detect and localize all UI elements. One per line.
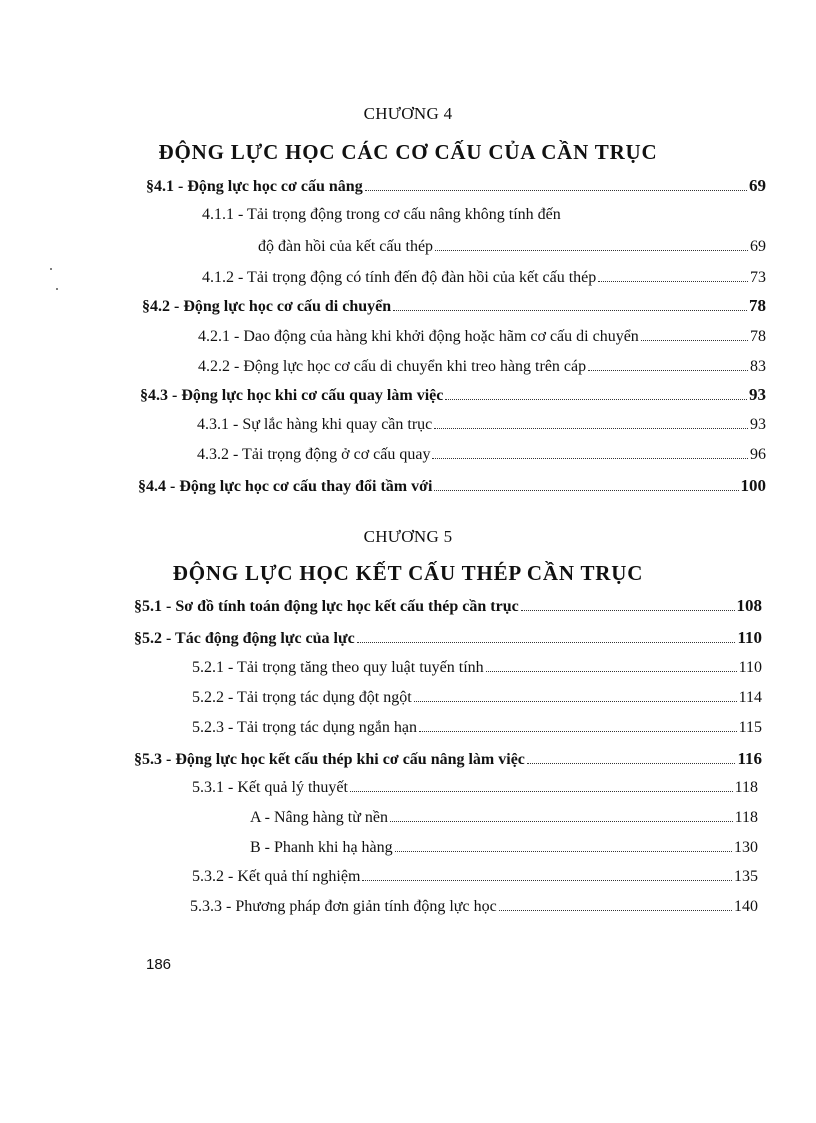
toc-entry-text: §4.4 - Động lực học cơ cấu thay đổi tầm với bbox=[138, 478, 433, 495]
toc-entry-page: 118 bbox=[734, 809, 758, 826]
toc-entry-page: 78 bbox=[750, 328, 766, 345]
toc-entry-page: 140 bbox=[734, 898, 758, 915]
dot-leader bbox=[365, 190, 747, 191]
chapter-4-title: ĐỘNG LỰC HỌC CÁC CƠ CẤU CỦA CẦN TRỤC bbox=[158, 140, 658, 164]
chapter-5-label: CHƯƠNG 5 bbox=[363, 527, 453, 546]
toc-entry-text: §5.3 - Động lực học kết cấu thép khi cơ cấu nâng làm việc bbox=[134, 751, 525, 768]
chapter-5-title: ĐỘNG LỰC HỌC KẾT CẤU THÉP CẦN TRỤC bbox=[172, 561, 644, 585]
dot-leader bbox=[527, 763, 736, 764]
dot-leader bbox=[445, 399, 747, 400]
toc-entry-4-2-1[interactable] bbox=[198, 328, 766, 346]
toc-entry-4-4[interactable] bbox=[138, 476, 766, 496]
page-number: 186 bbox=[146, 956, 172, 973]
toc-entry-4-2-2[interactable] bbox=[198, 358, 766, 376]
toc-entry-page: 130 bbox=[734, 839, 758, 856]
toc-entry-text: 5.2.3 - Tải trọng tác dụng ngắn hạn bbox=[192, 719, 417, 736]
toc-entry-page: 83 bbox=[750, 358, 766, 375]
dot-leader bbox=[434, 490, 738, 491]
toc-entry-5-2-3[interactable] bbox=[192, 719, 762, 737]
toc-entry-4-3[interactable] bbox=[140, 385, 766, 405]
toc-entry-text: 5.3.3 - Phương pháp đơn giản tính động lực học bbox=[190, 898, 497, 915]
toc-entry-page: 93 bbox=[750, 416, 766, 433]
toc-entry-5-3[interactable] bbox=[134, 749, 762, 769]
scan-speck bbox=[50, 268, 52, 270]
dot-leader bbox=[357, 642, 736, 643]
toc-entry-4-3-2[interactable] bbox=[197, 446, 766, 464]
toc-entry-5-3-1-b[interactable] bbox=[250, 839, 758, 857]
dot-leader bbox=[393, 310, 747, 311]
dot-leader bbox=[435, 250, 748, 251]
toc-entry-page: 96 bbox=[750, 446, 766, 463]
dot-leader bbox=[486, 671, 737, 672]
toc-entry-text: §4.1 - Động lực học cơ cấu nâng bbox=[146, 178, 363, 195]
toc-entry-page: 114 bbox=[738, 689, 762, 706]
toc-entry-text: 4.2.2 - Động lực học cơ cấu di chuyển khi treo hàng trên cáp bbox=[198, 358, 587, 375]
toc-entry-5-2-2[interactable] bbox=[192, 689, 762, 707]
toc-entry-page: 93 bbox=[749, 385, 766, 404]
toc-entry-page: 78 bbox=[749, 296, 766, 315]
dot-leader bbox=[395, 851, 732, 852]
toc-entry-4-1-1[interactable] bbox=[202, 206, 561, 224]
toc-entry-page: 118 bbox=[734, 779, 758, 796]
dot-leader bbox=[499, 910, 732, 911]
toc-entry-text: B - Phanh khi hạ hàng bbox=[250, 839, 393, 856]
toc-entry-4-1-1-cont[interactable] bbox=[258, 238, 766, 256]
toc-entry-page: 69 bbox=[750, 238, 766, 255]
toc-entry-text: A - Nâng hàng từ nền bbox=[250, 809, 388, 826]
dot-leader bbox=[362, 880, 732, 881]
toc-entry-5-1[interactable] bbox=[134, 596, 762, 616]
toc-entry-text: độ đàn hồi của kết cấu thép bbox=[258, 238, 434, 255]
toc-entry-page: 116 bbox=[737, 749, 762, 768]
toc-entry-page: 110 bbox=[738, 659, 762, 676]
toc-entry-text: §5.2 - Tác động động lực của lực bbox=[134, 630, 355, 647]
toc-entry-text: 5.3.1 - Kết quả lý thuyết bbox=[192, 779, 348, 796]
toc-entry-page: 69 bbox=[749, 176, 766, 195]
dot-leader bbox=[521, 610, 735, 611]
toc-entry-4-2[interactable] bbox=[142, 296, 766, 316]
toc-entry-text: 4.2.1 - Dao động của hàng khi khởi động hoặc hãm cơ cấu di chuyển bbox=[198, 328, 639, 345]
scan-speck bbox=[56, 288, 58, 290]
toc-entry-5-3-1-a[interactable] bbox=[250, 809, 758, 827]
toc-entry-text: §4.3 - Động lực học khi cơ cấu quay làm việc bbox=[140, 387, 444, 404]
dot-leader bbox=[588, 370, 748, 371]
toc-entry-text: 4.1.1 - Tải trọng động trong cơ cấu nâng không tính đến bbox=[202, 206, 561, 223]
toc-entry-text: §4.2 - Động lực học cơ cấu di chuyển bbox=[142, 298, 392, 315]
dot-leader bbox=[641, 340, 748, 341]
toc-entry-text: 4.3.2 - Tải trọng động ở cơ cấu quay bbox=[197, 446, 431, 463]
toc-entry-5-3-2[interactable] bbox=[192, 868, 758, 886]
chapter-4-label: CHƯƠNG 4 bbox=[363, 104, 453, 123]
toc-entry-text: 5.2.1 - Tải trọng tăng theo quy luật tuyến tính bbox=[192, 659, 484, 676]
toc-entry-text: 5.2.2 - Tải trọng tác dụng đột ngột bbox=[192, 689, 412, 706]
toc-entry-4-1-2[interactable] bbox=[202, 269, 766, 287]
toc-entry-page: 108 bbox=[736, 596, 762, 615]
dot-leader bbox=[434, 428, 748, 429]
toc-entry-page: 115 bbox=[738, 719, 762, 736]
dot-leader bbox=[390, 821, 733, 822]
toc-entry-5-3-3[interactable] bbox=[190, 898, 758, 916]
toc-entry-4-1[interactable] bbox=[146, 176, 766, 196]
toc-entry-text: §5.1 - Sơ đồ tính toán động lực học kết cấu thép cần trục bbox=[134, 598, 519, 615]
toc-entry-text: 4.3.1 - Sự lắc hàng khi quay cần trục bbox=[197, 416, 433, 433]
toc-entry-page: 135 bbox=[734, 868, 758, 885]
dot-leader bbox=[350, 791, 733, 792]
toc-entry-4-3-1[interactable] bbox=[197, 416, 766, 434]
dot-leader bbox=[432, 458, 748, 459]
toc-entry-page: 73 bbox=[750, 269, 766, 286]
dot-leader bbox=[414, 701, 737, 702]
toc-entry-page: 100 bbox=[740, 476, 766, 495]
dot-leader bbox=[598, 281, 748, 282]
toc-entry-text: 5.3.2 - Kết quả thí nghiệm bbox=[192, 868, 361, 885]
toc-entry-page: 110 bbox=[737, 628, 762, 647]
toc-entry-5-2-1[interactable] bbox=[192, 659, 762, 677]
toc-entry-5-2[interactable] bbox=[134, 628, 762, 648]
dot-leader bbox=[419, 731, 737, 732]
toc-entry-text: 4.1.2 - Tải trọng động có tính đến độ đàn hồi của kết cấu thép bbox=[202, 269, 597, 286]
toc-entry-5-3-1[interactable] bbox=[192, 779, 758, 797]
